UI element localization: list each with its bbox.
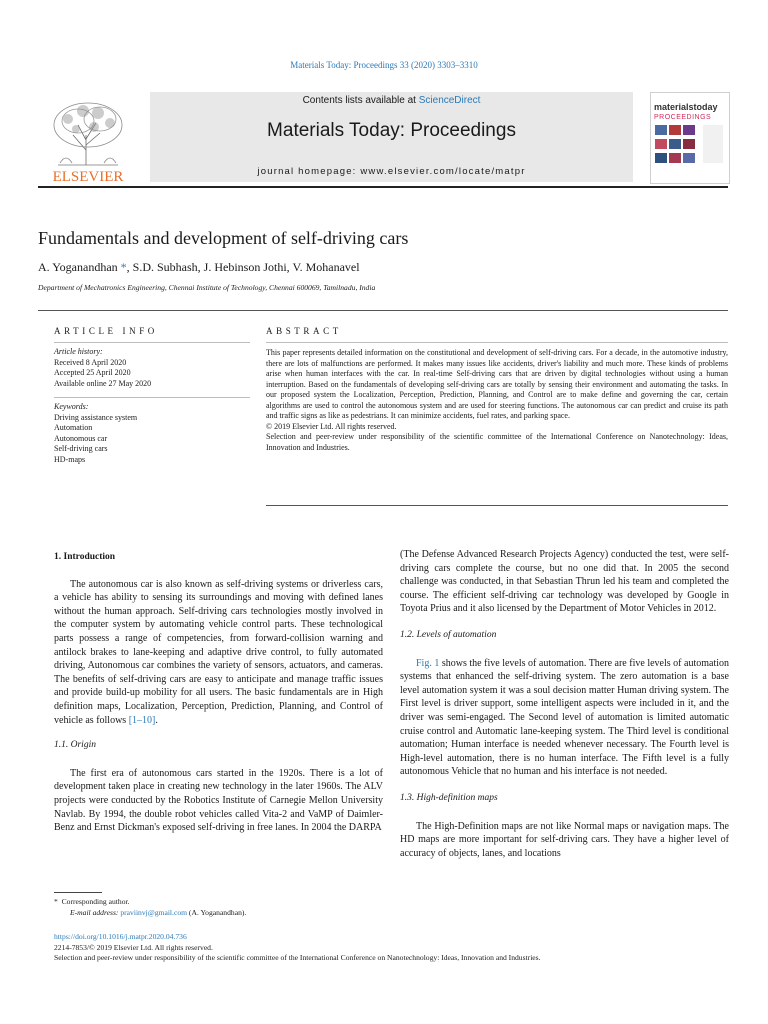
journal-reference-link[interactable]: Materials Today: Proceedings 33 (2020) 3303–3310 [290,60,478,70]
article-info-panel [54,342,250,465]
abstract-review-note: Selection and peer-review under responsibility of the scientific committee of the International Conference on Nanotechnology: Ideas, Innovation and Industries. [266,432,728,452]
citation-link[interactable]: [1–10] [128,714,156,726]
footnote-mark: * [54,897,58,906]
levels-paragraph [400,657,729,779]
email-link[interactable]: praviinvj@gmail.com [120,908,188,917]
sciencedirect-link[interactable]: ScienceDirect [418,95,481,106]
abstract-copyright: © 2019 Elsevier Ltd. All rights reserved. [266,421,397,431]
cover-title-sub: PROCEEDINGS [654,114,712,121]
levels-text: shows the five levels of automation. There are five levels of automation systems that enhanced the self-driving system. The zero automation is a base level automation system it was a soul decision matter Human driving system. The First level is driver support, some intelligent aspects were included in it, and the driver was semi-engaged. The Second level of automation is limited automatic cruise control and Automatic lane-keeping system. The Third level is conditional automation; Human interface is needed whenever necessary. The Fourth level is High-level automation, there is no human interface. The Fifth level is a fully autonomous Vehicle that no human and his interface is not needed. [400,657,729,778]
keyword-item: Self-driving cars [54,444,108,453]
info-divider [38,310,728,311]
email-label: E-mail address: [70,908,121,917]
article-info-heading: ARTICLE INFO [54,326,158,336]
hd-maps-paragraph: The High-Definition maps are not like Normal maps or navigation maps. The HD maps are more important for self-driving cars. They have a higher level of accuracy of objects, lanes, and locations [400,820,729,859]
journal-cover-thumbnail[interactable] [650,92,730,184]
author-affiliation: Department of Mechatronics Engineering, Chennai Institute of Technology, Chennai 600069, Tamilnadu, India [38,283,376,292]
elsevier-logo [38,95,138,185]
author-first: A. Yoganandhan [38,260,118,274]
intro-end: . [155,714,158,726]
keyword-item: Automation [54,423,93,432]
keyword-item: Driving assistance system [54,412,138,422]
doi-link[interactable]: https://doi.org/10.1016/j.matpr.2020.04.736 [54,932,187,941]
accepted-date: Accepted 25 April 2020 [54,368,131,377]
paper-title: Fundamentals and development of self-driving cars [38,228,409,248]
abstract-heading: ABSTRACT [266,326,342,336]
publisher-name: ELSEVIER [52,169,124,185]
keywords-label: Keywords: [54,402,89,411]
abstract-panel [266,342,728,453]
section-heading-origin: 1.1. Origin [54,740,96,751]
origin-continued-paragraph: (The Defense Advanced Research Projects Agency) conducted the test, were self-driving cars complete the course, but no one did that. In 2005 the second challenge was conducted, in that Sebastian Thrun led his team and completed the course. The efficient self-driving car technology was developed by Google in Toyota Prius and it also licensed by the Department of Motor Vehicles in 2012. [400,549,729,615]
received-date: Received 8 April 2020 [54,357,127,367]
email-owner: (A. Yoganandhan). [187,908,247,917]
cover-title-main: materialstoday [654,102,718,112]
intro-paragraph [54,578,383,728]
contents-line [150,95,633,106]
elsevier-tree-icon [38,95,138,185]
issn-copyright: 2214-7853/© 2019 Elsevier Ltd. All rights reserved. [54,942,213,952]
section-heading-levels: 1.2. Levels of automation [400,629,497,640]
origin-paragraph: The first era of autonomous cars started in the 1920s. There is a lot of development taken place in creating new technology in the later 1960s. The ALV projects were conducted by the Robotics Institute of Carnegie Mellon University Navlab. By 1994, the double robot vehicles called Vita-2 and VaMP of Daimler-Benz and Ernst Dickman's exposed self-driving in free lanes. In 2004 the DARPA [54,767,383,834]
keyword-item: Autonomous car [54,433,108,443]
page-footer [54,932,744,964]
cover-title [654,103,718,122]
footnote-divider [54,892,102,893]
keyword-item: HD-maps [54,454,86,464]
online-date: Available online 27 May 2020 [54,378,152,388]
corresponding-author-mark[interactable]: * [117,260,127,274]
footnote [54,896,246,918]
footer-review-note: Selection and peer-review under responsibility of the scientific committee of the International Conference on Nanotechnology: Ideas, Innovation and Industries. [54,953,541,962]
abstract-divider [266,505,728,506]
journal-homepage-link[interactable]: journal homepage: www.elsevier.com/locate/matpr [257,166,526,177]
body-column-left [54,551,383,835]
author-rest: , S.D. Subhash, J. Hebinson Jothi, V. Mohanavel [126,260,360,274]
contents-prefix: Contents lists available at [302,95,419,106]
section-heading-introduction: 1. Introduction [54,552,116,562]
body-column-right [400,548,729,860]
abstract-text: This paper represents detailed information on the constitutional and development of self-driving cars. For a decade, in the automotive industry, there are lots of malfunctions are performed. It makes many issues like accidents, driver's liability and much more. These kinds of problems arise when human interfaces with the car. In real-time Self-driving cars that are driven by digital technologies without using a human interruption. Based on the fundamentals of developing self-driving cars are totally by sensing their environment and automating the tasks. In our proposed system the Localization, Perception, Prediction, Planning, and Control are to make define and governing the car, certain algorithms are used to control the autonomous system and are used for steering functions. The autonomous car can predict and cruise its path and traffic signs as like as pedestrians. It can minimize accidents, fuel rates, and parking space. [266,348,728,420]
journal-title: Materials Today: Proceedings [267,120,516,141]
header-divider [38,186,728,188]
figure-1-link[interactable]: Fig. 1 [416,657,440,669]
history-label: Article history: [54,347,103,356]
intro-text: The autonomous car is also known as self-driving systems or driverless cars, a vehicle has ability to sensing its surroundings and moving with defined lanes without the human approach. Self-driving cars technologies mostly involved in the computer system by automating vehicle control parts. These technological parts possess a range of competencies, from forward-collision warning and antilock brakes to lane-keeping and adaptive drive control, to fully automated driving, Autonomous car combines the variety of sensors, actuators, and cameras. The benefits of self-driving cars are easy to anticipate and manage traffic issues and provide build-up mobility for all users. The basic fundamentals are in High definition maps, Localization, Perception, Prediction, Planning, and Control of vehicle as follows [54,578,383,726]
author-list [38,260,360,275]
corresponding-author-note: Corresponding author. [61,897,130,906]
section-heading-hd-maps: 1.3. High-definition maps [400,792,498,803]
